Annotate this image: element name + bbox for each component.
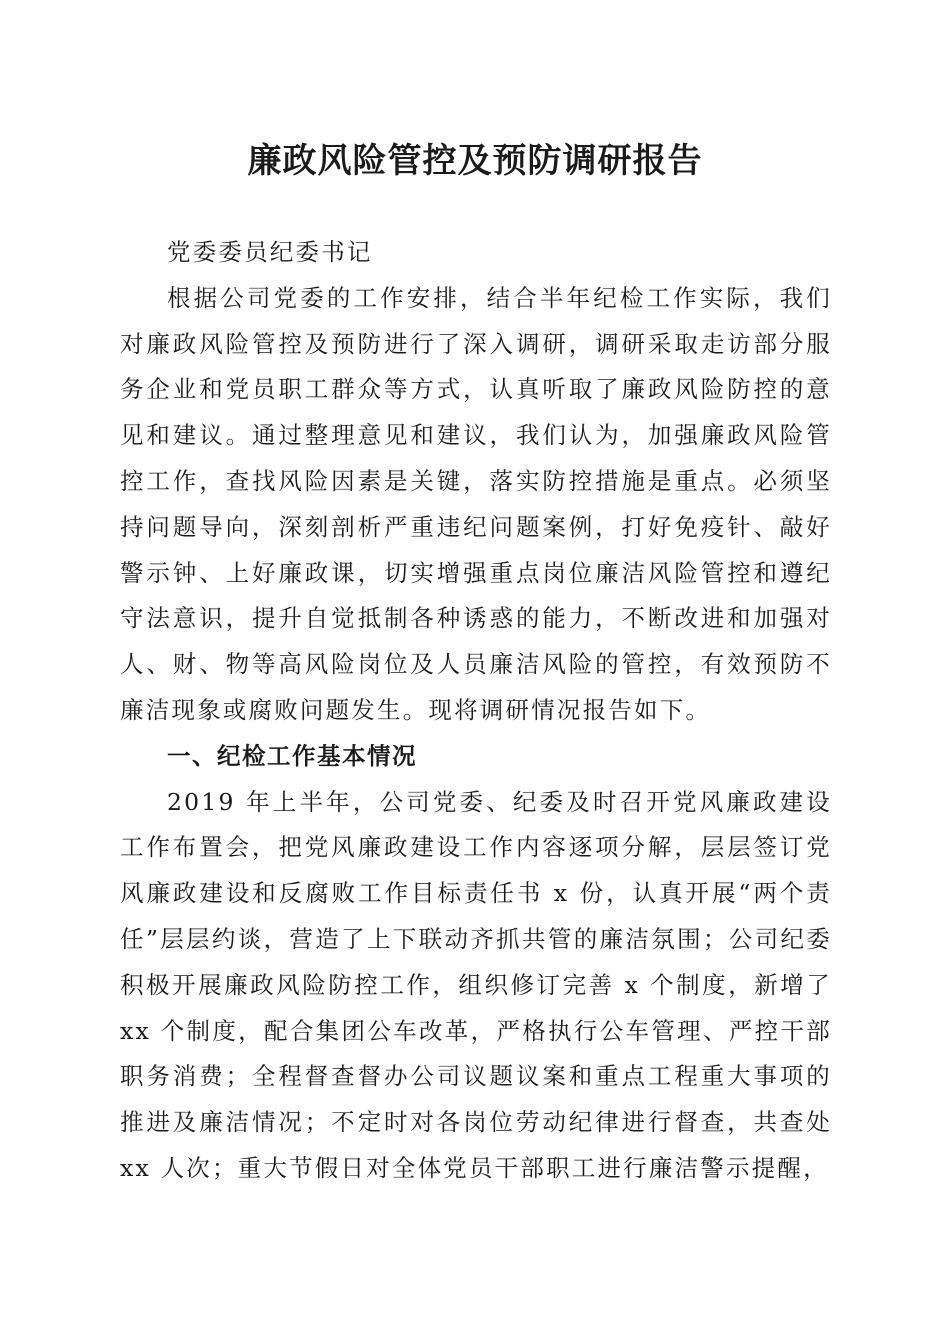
- document-body: [120, 230, 832, 1192]
- author-line: 党委委员纪委书记: [167, 238, 373, 266]
- document-title: 廉政风险管控及预防调研报告: [247, 141, 703, 181]
- section-paragraph: 2019 年上半年，公司党委、纪委及时召开党风廉政建设工作布置会，把党风廉政建设工作内容逐项分解，层层签订党风廉政建设和反腐败工作目标责任书 x 份，认真开展“两个责任”层层约谈，营造了上下联动齐抓共管的廉洁氛围；公司纪委积极开展廉政风险防控工作，组织修订完善 x 个制度，新增了 xx 个制度，配合集团公车改革，严格执行公车管理、严控干部职务消费；全程督查督办公司议题议案和重点工程重大事项的推进及廉洁情况；不定时对各岗位劳动纪律进行督查，共查处 xx 人次；重大节假日对全体党员干部职工进行廉洁警示提醒，: [120, 787, 832, 1182]
- intro-paragraph: 根据公司党委的工作安排，结合半年纪检工作实际，我们对廉政风险管控及预防进行了深入调研，调研采取走访部分服务企业和党员职工群众等方式，认真听取了廉政风险防控的意见和建议。通过整理意见和建议，我们认为，加强廉政风险管控工作，查找风险因素是关键，落实防控措施是重点。必须坚持问题导向，深刻剖析严重违纪问题案例，打好免疫针、敲好警示钟、上好廉政课，切实增强重点岗位廉洁风险管控和遵纪守法意识，提升自觉抵制各种诱惑的能力，不断改进和加强对人、财、物等高风险岗位及人员廉洁风险的管控，有效预防不廉洁现象或腐败问题发生。现将调研情况报告如下。: [120, 283, 832, 724]
- section-heading: 一、纪检工作基本情况: [167, 741, 417, 770]
